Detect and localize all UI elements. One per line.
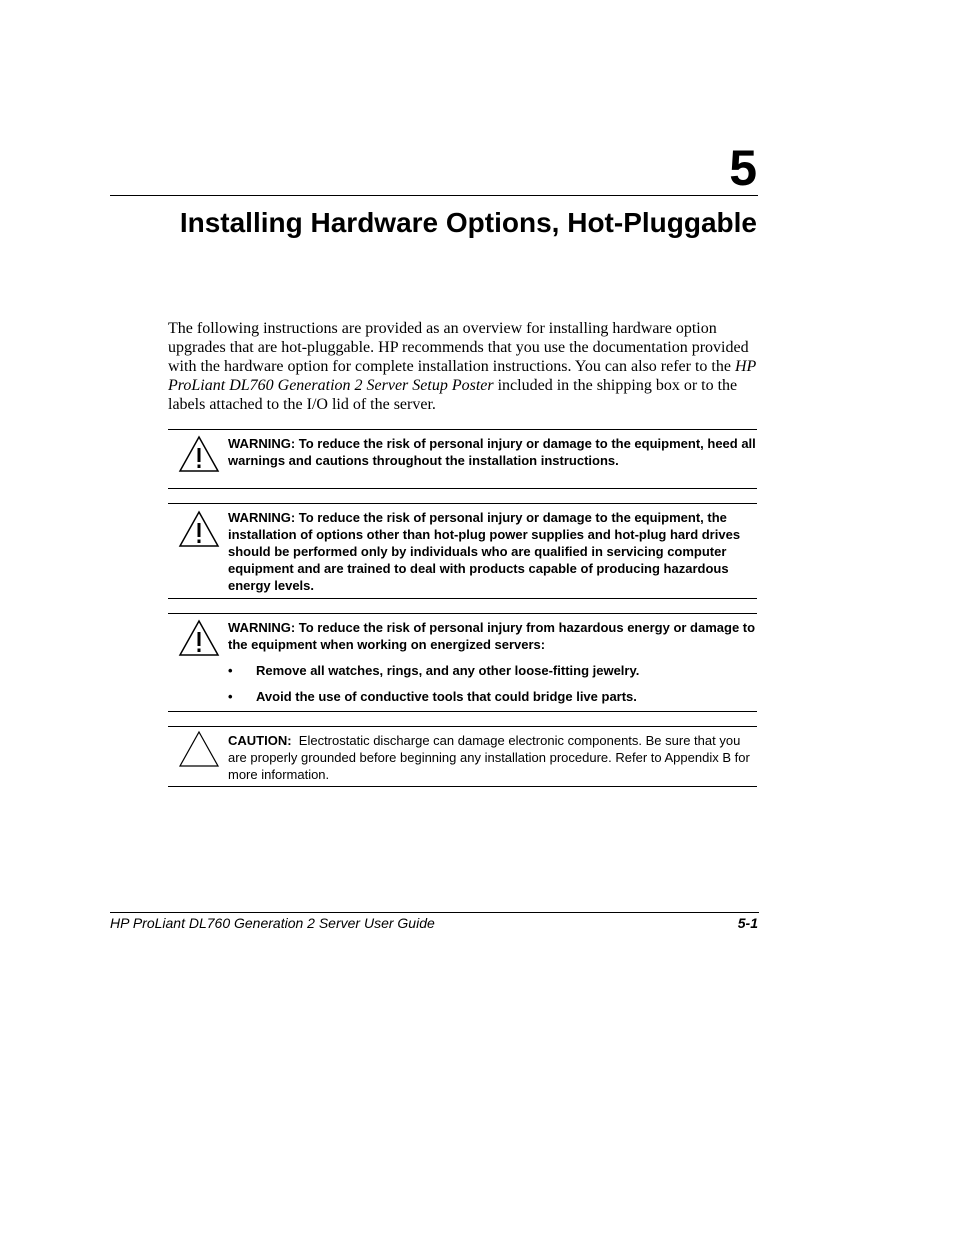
footer-page-number: 5-1 <box>737 915 758 931</box>
caution-label: CAUTION: <box>228 733 292 748</box>
bullet-marker: • <box>228 689 233 704</box>
warning-icon <box>178 619 220 657</box>
chapter-rule <box>110 195 758 196</box>
chapter-number: 5 <box>729 140 757 196</box>
footer-rule <box>110 912 759 913</box>
warning-icon <box>178 435 220 473</box>
setup-poster-reference: HP ProLiant DL760 Generation 2 Server Setup Poster <box>168 358 757 394</box>
warning-notice <box>168 429 757 489</box>
caution-body: Electrostatic discharge can damage electronic components. Be sure that you are properly grounded before beginning any installation procedure. Refer to Appendix B for more information. <box>228 733 750 782</box>
intro-text-start: The following instructions are provided as an overview for installing hardware option upgrades that are hot-pluggable. HP recommends that you use the documentation provided with the hardware option for complete installation instructions. You can also refer to the <box>168 320 749 375</box>
warning-text: WARNING: To reduce the risk of personal injury from hazardous energy or damage to the equipment when working on energized servers: • Remove all watches, rings, and any other loose-fitting jewelry. • Avoid the use of conductive tools that could bridge live parts. <box>228 620 756 704</box>
list-item: • Avoid the use of conductive tools that could bridge live parts. <box>228 689 637 704</box>
warning-text: WARNING: To reduce the risk of personal injury or damage to the equipment, heed all warnings and cautions throughout the installation instructions. <box>228 436 756 468</box>
list-item: • Remove all watches, rings, and any other loose-fitting jewelry. <box>228 663 640 678</box>
footer-guide-title: HP ProLiant DL760 Generation 2 Server User Guide <box>110 915 435 931</box>
warning-text: WARNING: To reduce the risk of personal injury or damage to the equipment, the installation of options other than hot-plug power supplies and hot-plug hard drives should be performed only by individuals who are qualified in servicing computer equipment and are trained to deal with products capable of producing hazardous energy levels. <box>228 510 741 593</box>
caution-text <box>228 732 757 783</box>
warning-notice <box>168 613 757 712</box>
warning-notice <box>168 503 757 599</box>
caution-notice <box>168 726 757 787</box>
intro-paragraph <box>168 319 760 414</box>
caution-icon <box>178 730 220 768</box>
chapter-title: Installing Hardware Options, Hot-Pluggable <box>179 207 757 238</box>
intro-text-end: included in the shipping box or to the labels attached to the I/O lid of the server. <box>168 377 738 413</box>
warning-icon <box>178 510 220 548</box>
warning-bullet-list <box>228 662 757 705</box>
bullet-marker: • <box>228 663 233 678</box>
